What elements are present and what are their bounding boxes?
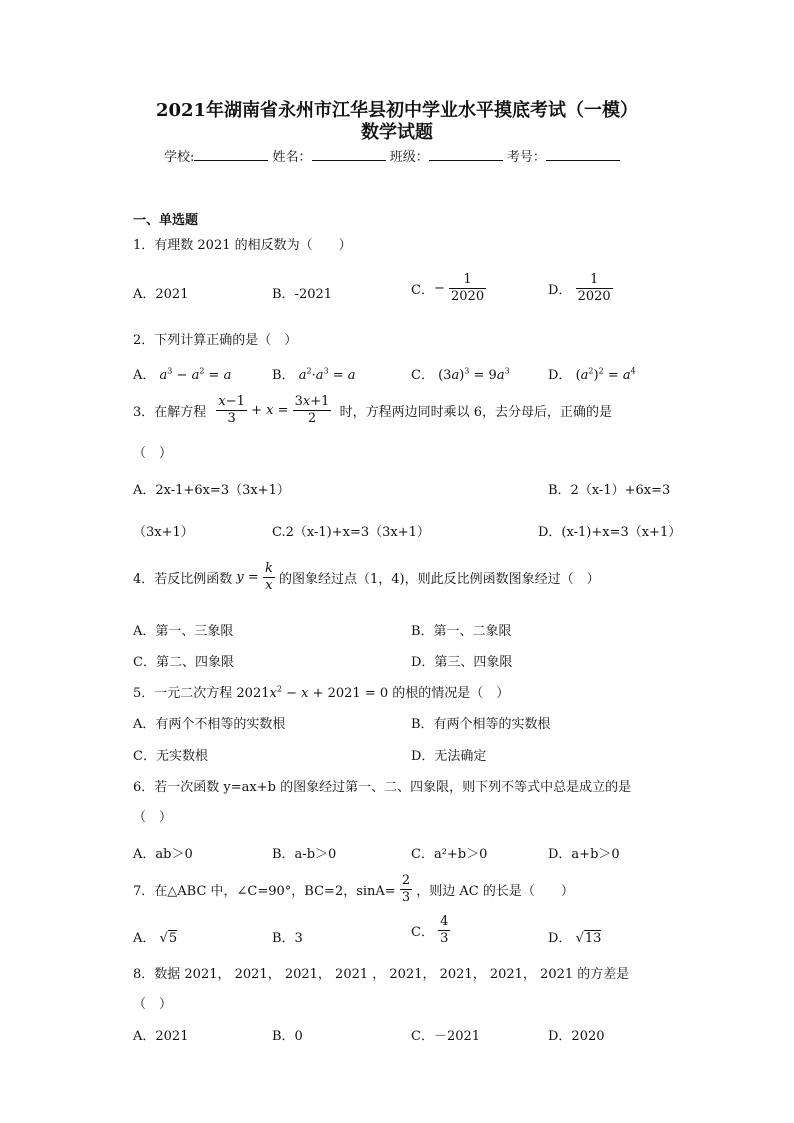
question-4-option-a: A．第一、三象限 <box>133 624 234 639</box>
question-1-option-d: D． $\frac{1}{2020}$ <box>548 272 611 304</box>
question-2-option-b: B． $a^2\cdot a^3 = a$ <box>272 366 356 383</box>
question-3-option-d: D．(x-1)+x=3（x+1） <box>538 525 682 540</box>
school-blank[interactable] <box>194 148 268 161</box>
question-7-stem: 7．在△ABC 中，∠C=90°，BC=2，sinA= $\frac{2}{3}$ ，则边 AC 的长是（ ） <box>133 873 574 905</box>
question-7-option-a: A． √5 <box>133 931 178 946</box>
class-label: 班级： <box>389 150 429 165</box>
question-6-option-d: D．a+b＞0 <box>548 847 620 862</box>
question-4-option-d: D．第三、四象限 <box>411 655 513 670</box>
question-3-stem: 3．在解方程 $\frac{x-1}{3}$ + x = $\frac{3x+1}{2}$ 时，方程两边同时乘以 6，去分母后，正确的是 <box>133 394 612 426</box>
question-4-option-b: B．第一、二象限 <box>411 624 512 639</box>
exam-number-blank[interactable] <box>546 148 620 161</box>
name-label: 姓名： <box>272 150 312 165</box>
question-1-option-b: B．-2021 <box>272 287 333 302</box>
question-6-option-c: C．a²+b＞0 <box>411 847 488 862</box>
question-8-stem: 8．数据 2021， 2021， 2021， 2021 ， 2021， 2021， 2021， 2021 的方差是 <box>133 967 630 982</box>
question-1-stem: 1．有理数 2021 的相反数为（ ） <box>133 238 352 253</box>
question-3-paren: （ ） <box>133 446 173 461</box>
question-8-option-a: A．2021 <box>133 1029 189 1044</box>
question-3-option-c: C.2（x-1)+x=3（3x+1） <box>272 525 430 540</box>
question-1-option-c: C．− $\frac{1}{2020}$ <box>411 272 485 304</box>
exam-subtitle: 数学试题 <box>361 122 433 143</box>
question-7-option-d: D． √13 <box>548 931 602 946</box>
question-2-option-a: A． $a^3 - a^2 = a$ <box>133 366 232 383</box>
question-3-option-b: B．2（x-1）+6x=3 <box>548 483 671 498</box>
question-3-option-a: A．2x-1+6x=3（3x+1） <box>133 483 290 498</box>
question-2-stem: 2．下列计算正确的是（ ） <box>133 333 298 348</box>
student-info-line <box>164 146 620 165</box>
class-blank[interactable] <box>429 148 503 161</box>
question-8-option-b: B．0 <box>272 1029 303 1044</box>
question-4-stem: 4．若反比例函数 y = $\frac{k}{x}$ 的图象经过点（1，4)，则此反比例函数图象经过（ ） <box>133 561 600 593</box>
question-4-option-c: C．第二、四象限 <box>133 655 234 670</box>
question-8-option-d: D．2020 <box>548 1029 605 1044</box>
question-8-paren: （ ） <box>133 997 173 1012</box>
question-5-option-b: B．有两个相等的实数根 <box>411 717 551 732</box>
question-2-option-d: D． $(a^2)^2 = a^4$ <box>548 366 636 383</box>
section-heading: 一、单选题 <box>133 213 199 228</box>
exam-number-label: 考号： <box>506 150 546 165</box>
question-8-option-c: C．－2021 <box>411 1029 481 1044</box>
question-5-option-d: D．无法确定 <box>411 749 487 764</box>
school-label: 学校: <box>164 150 195 165</box>
question-3-option-b-cont: （3x+1） <box>133 525 194 540</box>
question-1-option-a: A．2021 <box>133 287 189 302</box>
question-2-option-c: C． $(3a)^3 = 9a^3$ <box>411 366 510 383</box>
exam-title: 2021年湖南省永州市江华县初中学业水平摸底考试（一模） <box>155 100 639 121</box>
question-6-option-b: B．a-b＞0 <box>272 847 337 862</box>
question-5-option-c: C．无实数根 <box>133 749 208 764</box>
question-7-option-c: C． $\frac{4}{3}$ <box>411 914 449 946</box>
question-5-stem: 5．一元二次方程 $2021x^2 - x + 2021 = 0$ 的根的情况是（ ） <box>133 684 510 701</box>
name-blank[interactable] <box>312 148 386 161</box>
question-5-option-a: A．有两个不相等的实数根 <box>133 717 286 732</box>
question-6-stem: 6．若一次函数 y=ax+b 的图象经过第一、二、四象限，则下列不等式中总是成立的是 <box>133 780 632 795</box>
question-7-option-b: B．3 <box>272 931 303 946</box>
question-6-option-a: A．ab＞0 <box>133 847 193 862</box>
question-6-paren: （ ） <box>133 810 173 825</box>
